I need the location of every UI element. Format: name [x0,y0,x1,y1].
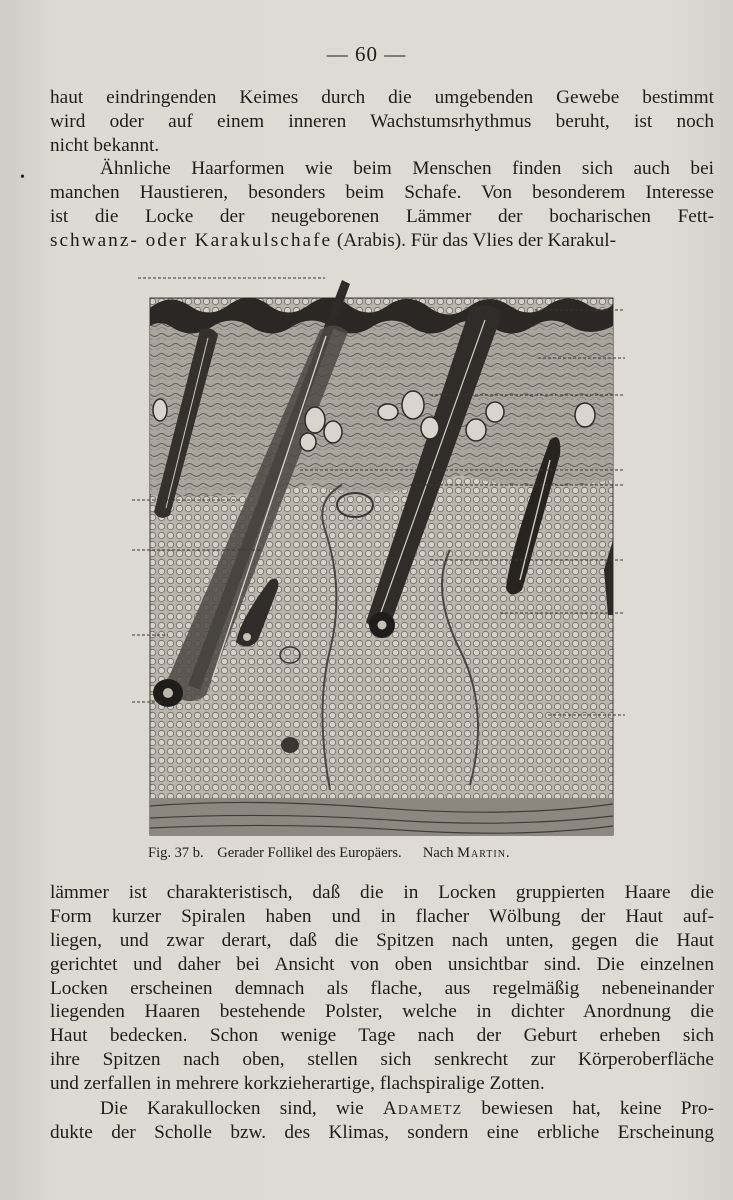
text-line: manchen Haustieren, besonders beim Schafe. Von besonderem Interesse [50,181,714,203]
text-line: haut eindringenden Keimes durch die umgebenden Gewebe bestimmt [50,87,714,108]
text-segment: Die Karakullocken sind, wie [100,1098,383,1119]
figure-caption [148,844,620,862]
text-segment: bewiesen hat, keine Pro- [462,1098,714,1119]
text-line: liegenden Haaren bestehende Polster, welche in dichter Anordnung die [50,1001,714,1023]
text-line: ihre Spitzen nach oben, stellen sich senkrecht zur Körperoberfläche [50,1049,714,1071]
figure-label: Fig. 37 b. [148,845,204,861]
follicle-engraving [130,270,630,850]
text-line: wird oder auf einem inneren Wachstumsrhythmus beruht, ist noch [50,110,714,132]
text-line: ist die Locke der neugeborenen Lämmer der bocharischen Fett- [50,205,714,227]
paragraph-bottom [50,881,714,1096]
figure-title: Gerader Follikel des Europäers. [217,845,402,861]
text-line-rest: (Arabis). Für das Vlies der Karakul- [332,229,617,251]
paragraph-second [50,157,714,253]
text-line: Ähnliche Haarformen wie beim Menschen finden sich auch bei [100,158,714,179]
figure-source-prefix: Nach [422,845,454,861]
figure-follicle-illustration [130,270,630,850]
text-line: Form kurzer Spiralen haben und in flacher Wölbung der Haut auf- [50,905,714,927]
text-line: nicht bekannt. [50,134,160,156]
text-line: gerichtet und daher bei Ansicht von oben unsichtbar sind. Die einzelnen [50,953,714,975]
paragraph-top [50,86,714,158]
text-line [50,229,714,253]
figure-source-author: Martin. [457,845,511,861]
text-line: Locken erscheinen demnach als flache, aus regelmäßig nebeneinander [50,977,714,999]
text-line: Haut bedecken. Schon wenige Tage nach der Geburt erheben sich [50,1025,714,1047]
text-line: dukte der Scholle bzw. des Klimas, sondern eine erbliche Erscheinung [50,1121,714,1143]
text-line [50,1097,714,1121]
paragraph-last [50,1097,714,1145]
spaced-term: schwanz- oder Karakulschafe [50,229,333,251]
text-line: und zerfallen in mehrere korkzieherartige, flachspiralige Zotten. [50,1073,545,1095]
text-line: liegen, und zwar derart, daß die Spitzen nach unten, gegen die Haut [50,929,714,951]
margin-mark: • [20,170,25,185]
text-line: lämmer ist charakteristisch, daß die in Locken gruppierten Haare die [50,882,714,903]
page-number: — 60 — [326,42,407,66]
author-name: Adametz [382,1098,463,1119]
